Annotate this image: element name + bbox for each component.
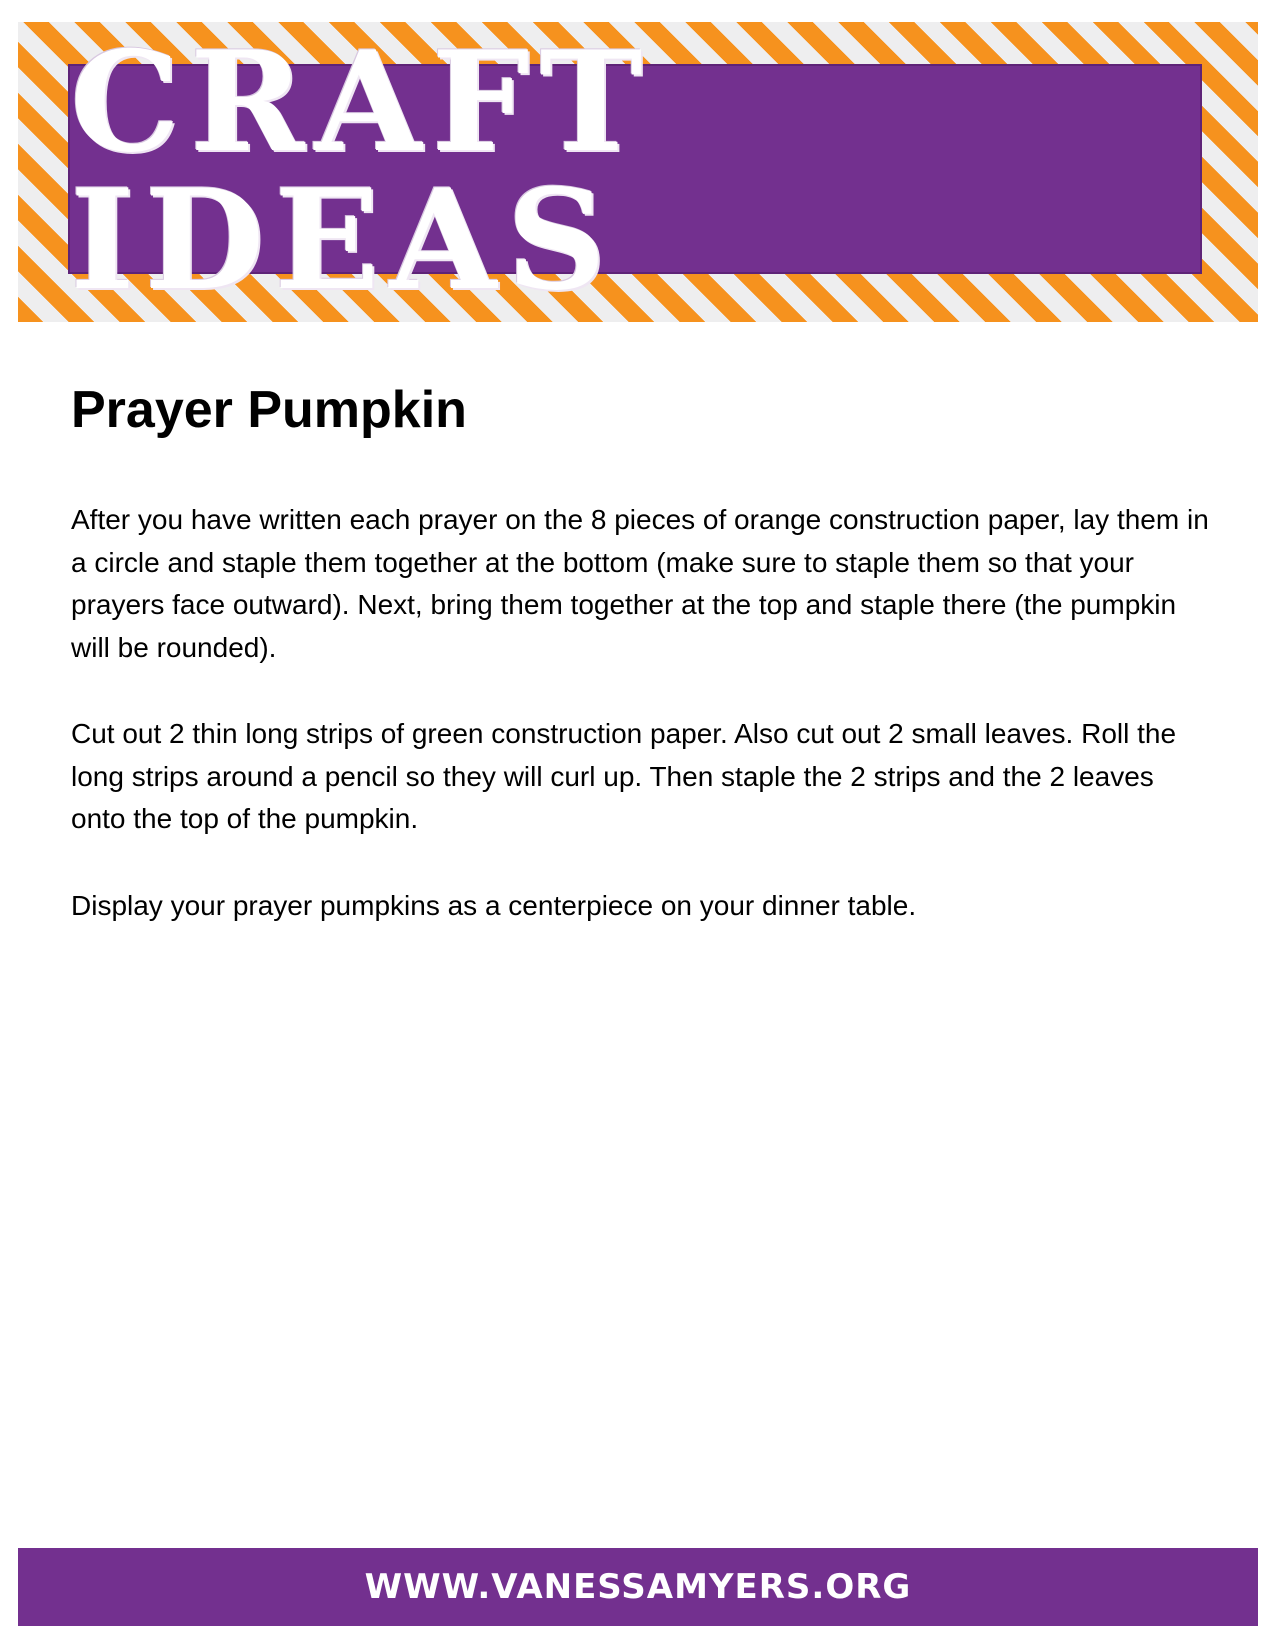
paragraph-instructions-stem: Cut out 2 thin long strips of green construction paper. Also cut out 2 small leaves. Roll the long strips around a pencil so they will curl up. Then staple the 2 strips and the 2 leaves onto the top of the pumpkin.: [71, 718, 1177, 834]
footer-bar: [18, 1548, 1258, 1626]
paragraph-instructions-display: Display your prayer pumpkins as a centerpiece on your dinner table.: [71, 889, 917, 921]
article-body: [71, 499, 1211, 971]
header-panel: [68, 20, 1202, 321]
header-title: CRAFT IDEAS: [70, 33, 1200, 309]
page-title: Prayer Pumpkin: [71, 381, 467, 439]
footer-url: WWW.VANESSAMYERS.ORG: [364, 1567, 912, 1607]
header-banner: [18, 22, 1258, 322]
paragraph-instructions-assembly: After you have written each prayer on the 8 pieces of orange construction paper, lay them in a circle and staple them together at the bottom (make sure to staple them so that your prayers face outward). Next, bring them together at the top and staple there (the pumpkin will be rounded).: [71, 504, 1209, 663]
